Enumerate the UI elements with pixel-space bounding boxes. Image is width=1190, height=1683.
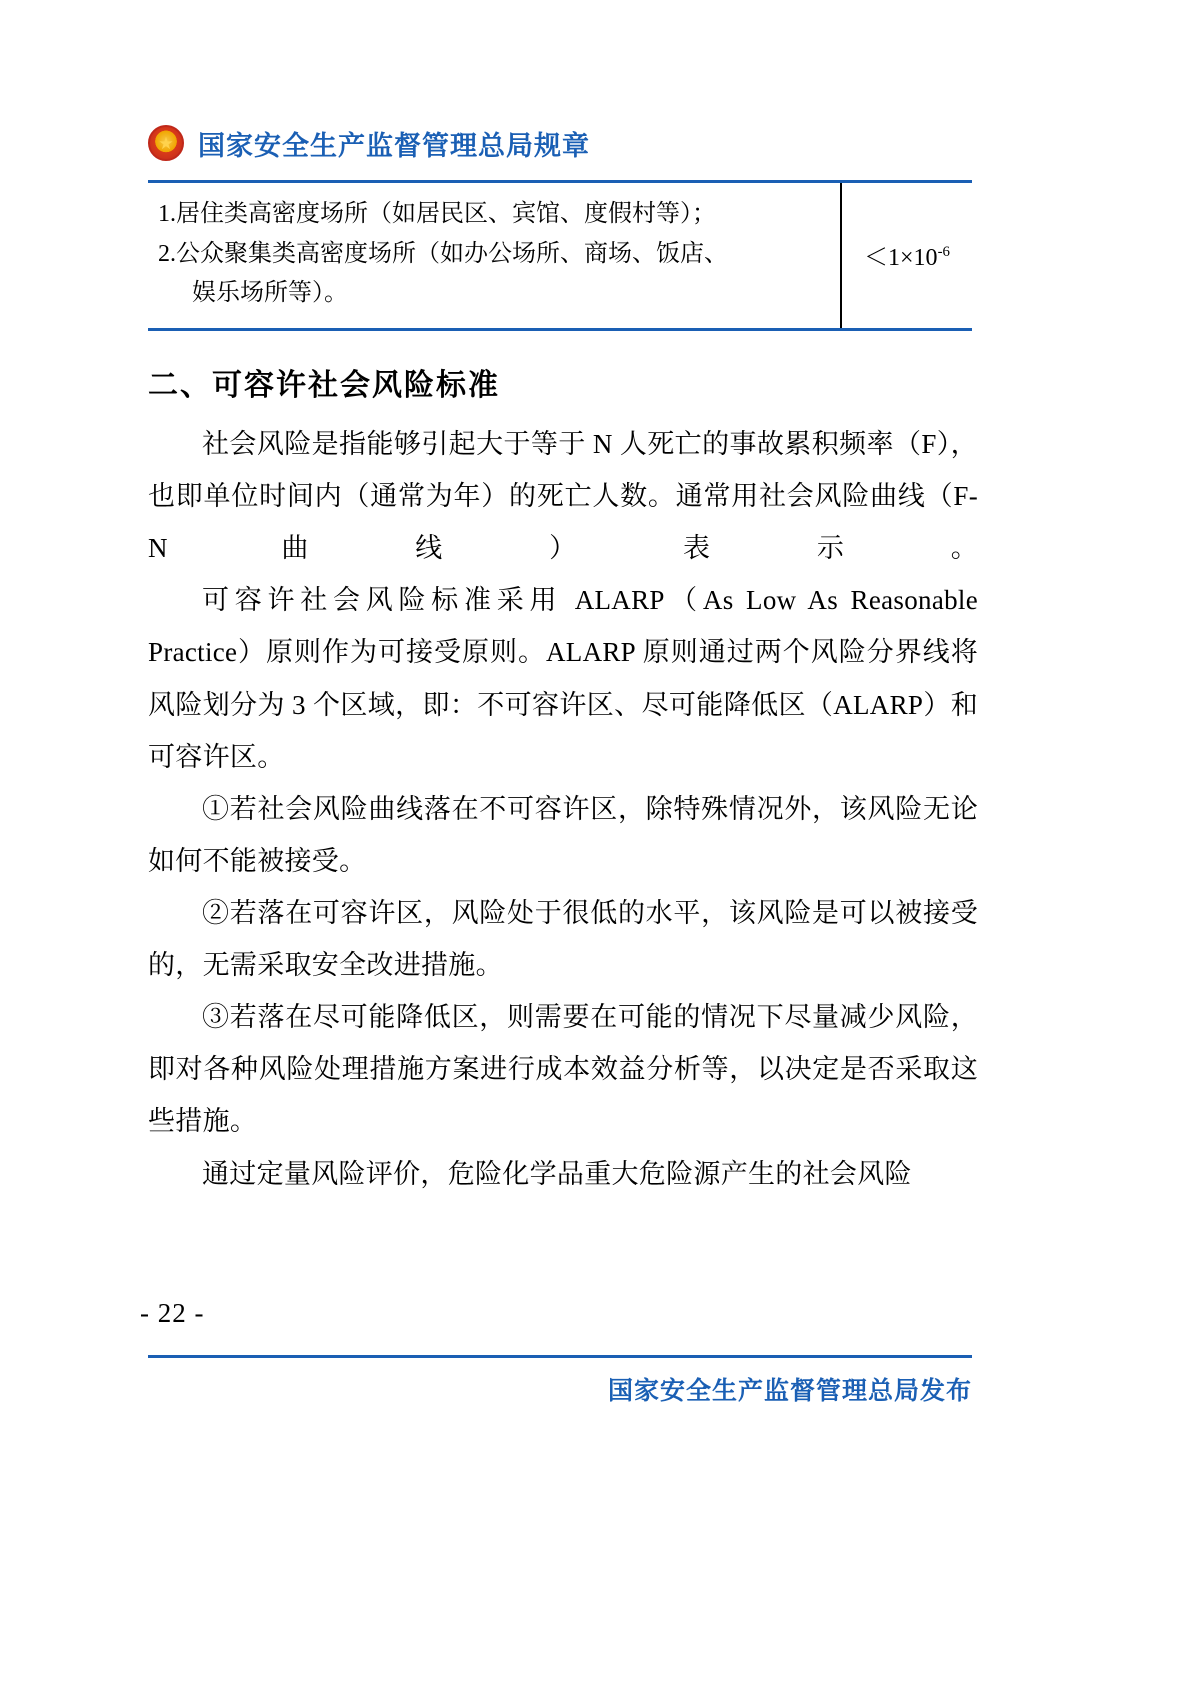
table-cell-value (841, 183, 972, 328)
risk-value-exponent: -6 (937, 243, 950, 260)
section-title: 二、可容许社会风险标准 (148, 369, 500, 402)
paragraph: 可容许社会风险标准采用 ALARP（As Low As Reasonable Practice）原则作为可接受原则。ALARP 原则通过两个风险分界线将风险划分为 3 个区域，即：不可容许区、尽可能降低区（ALARP）和可容许区。 (148, 585, 978, 772)
place-item-1: 1.居住类高密度场所（如居民区、宾馆、度假村等）； (158, 201, 716, 227)
national-emblem-icon (148, 125, 184, 161)
footer-rule (148, 1355, 972, 1358)
place-item-2-cont: 娱乐场所等）。 (192, 280, 348, 307)
table-bottom-rule (148, 328, 972, 331)
risk-value: ＜1×10 (864, 244, 938, 271)
page-number: - 22 - (140, 1298, 205, 1328)
place-item-2: 2.公众聚集类高密度场所（如办公场所、商场、饭店、 (158, 240, 728, 267)
document-header (148, 118, 1048, 168)
footer-publisher: 国家安全生产监督管理总局发布 (607, 1377, 972, 1405)
paragraph: 社会风险是指能够引起大于等于 N 人死亡的事故累积频率（F），也即单位时间内（通常为年）的死亡人数。通常用社会风险曲线（F-N 曲线）表示。 (148, 429, 978, 564)
paragraph: ②若落在可容许区，风险处于很低的水平，该风险是可以被接受的，无需采取安全改进措施。 (148, 897, 978, 981)
table-cell-places (148, 183, 841, 328)
risk-criteria-table (148, 180, 972, 331)
header-title: 国家安全生产监督管理总局规章 (198, 130, 590, 161)
table-row (148, 183, 972, 328)
paragraph: ①若社会风险曲线落在不可容许区，除特殊情况外，该风险无论如何不能被接受。 (148, 793, 978, 876)
document-body (148, 418, 978, 1200)
paragraph: ③若落在尽可能降低区，则需要在可能的情况下尽量减少风险，即对各种风险处理措施方案进行成本效益分析等，以决定是否采取这些措施。 (148, 1002, 978, 1137)
paragraph: 通过定量风险评价，危险化学品重大危险源产生的社会风险 (202, 1158, 912, 1189)
